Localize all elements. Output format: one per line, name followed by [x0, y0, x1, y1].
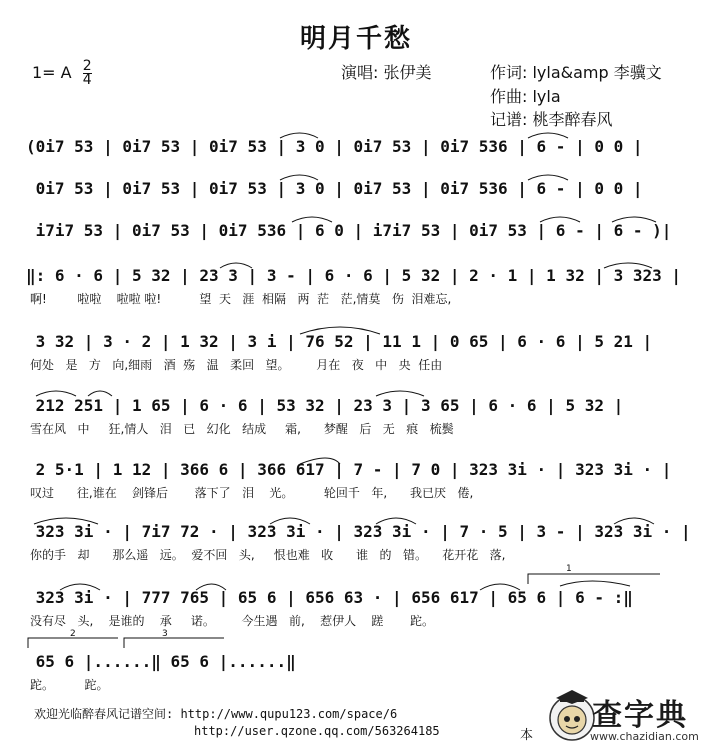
- time-denominator: 4: [82, 72, 92, 88]
- score-line-1: (0i7 53 | 0i7 53 | 0i7 53 | 3 0 | 0i7 53 | 0i7 536 | 6 - | 0 0 |: [26, 137, 643, 156]
- score-line-9: 323 3i · | 777 765 | 65 6 | 656 63 · | 656 617 | 65 6 | 6 - :‖: [26, 588, 633, 607]
- lyric-line-3: 雪在风 中 狂,情人 泪 已 幻化 结成 霜, 梦醒 后 无 痕 梳鬓: [30, 422, 454, 436]
- lyric-line-2: 何处 是 方 向,细雨 酒 殇 温 柔回 望。 月在 夜 中 央 任由: [30, 358, 443, 372]
- singer-credit: 演唱: 张伊美: [341, 63, 432, 82]
- logo-url: www.chazidian.com: [590, 730, 699, 743]
- score-line-5: 3 32 | 3 · 2 | 1 32 | 3 i | 76 52 | 11 1 | 0 65 | 6 · 6 | 5 21 |: [26, 332, 653, 351]
- lyric-line-5: 你的手 却 那么遥 远。 爱不回 头, 恨也难 收 谁 的 错。 花开花 落,: [30, 548, 506, 562]
- key-label: 1= A: [32, 63, 72, 82]
- song-title: 明月千愁: [299, 24, 412, 54]
- lyric-line-4: 叹过 往,谁在 剑锋后 落下了 泪 光。 轮回千 年, 我已厌 倦,: [30, 486, 474, 500]
- score-line-8: 323 3i · | 7i7 72 · | 323 3i · | 323 3i · | 7 · 5 | 3 - | 323 3i · |: [26, 522, 691, 541]
- lyric-line-6: 没有尽 头, 是谁的 承 诺。 今生遇 前, 惹伊人 蹉 跎。: [30, 614, 435, 628]
- score-line-6: 212 251 | 1 65 | 6 · 6 | 53 32 | 23 3 | 3 65 | 6 · 6 | 5 32 |: [26, 396, 624, 415]
- lyric-line-1: 啊! 啦啦 啦啦 啦! 望 天 涯 相隔 两 茫 茫,情莫 伤 泪难忘,: [30, 292, 452, 306]
- footer-link-qzone: http://user.qzone.qq.com/563264185: [194, 724, 440, 738]
- score-line-2: 0i7 53 | 0i7 53 | 0i7 53 | 3 0 | 0i7 53 | 0i7 536 | 6 - | 0 0 |: [26, 179, 643, 198]
- lyricist-credit: 作词: lyla&amp 李骥文: [490, 63, 662, 82]
- volta-second: 2: [70, 629, 76, 639]
- score-line-7: 2 5·1 | 1 12 | 366 6 | 366 617 | 7 - | 7 0 | 323 3i · | 323 3i · |: [26, 460, 672, 479]
- composer-credit: 作曲: lyla: [490, 87, 561, 106]
- footer-mark: 本: [520, 728, 534, 743]
- score-line-10: 65 6 |......‖ 65 6 |......‖: [26, 652, 296, 671]
- footer-link-space: 欢迎光临醉春风记谱空间: http://www.qupu123.com/space/6: [34, 707, 398, 721]
- volta-first: 1: [566, 564, 572, 574]
- time-numerator: 2: [82, 58, 92, 74]
- volta-third: 3: [162, 629, 168, 639]
- lyric-line-7: 跎。 跎。: [30, 678, 109, 692]
- transcriber-credit: 记谱: 桃李醉春风: [490, 110, 613, 129]
- score-line-3: i7i7 53 | 0i7 53 | 0i7 536 | 6 0 | i7i7 53 | 0i7 53 | 6 - | 6 - )|: [26, 221, 672, 240]
- logo-text: 查字典: [592, 698, 688, 733]
- score-line-4: ‖: 6 · 6 | 5 32 | 23 3 | 3 - | 6 · 6 | 5 32 | 2 · 1 | 1 32 | 3 323 |: [26, 266, 682, 285]
